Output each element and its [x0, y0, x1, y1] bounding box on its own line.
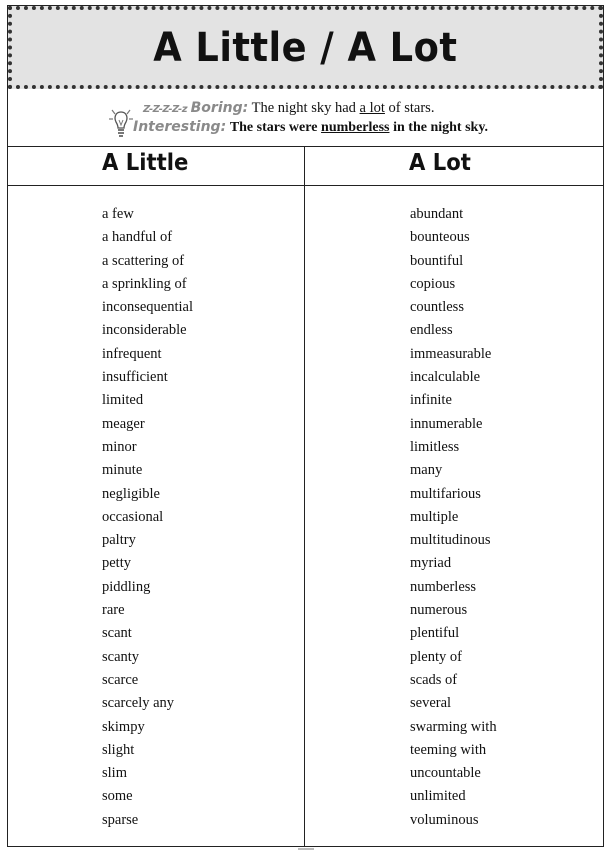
boring-label: Boring:: [190, 100, 249, 116]
word-list-item: numerous: [410, 602, 468, 619]
word-list-item: minor: [102, 438, 137, 455]
word-list-item: several: [410, 695, 452, 712]
word-list-item: negligible: [102, 485, 160, 502]
boring-sentence-end: of stars.: [388, 100, 435, 116]
word-list-item: bounteous: [410, 229, 470, 246]
word-list-item: multifarious: [410, 485, 481, 502]
word-list-item: scads of: [410, 671, 458, 688]
word-list-item: rare: [102, 602, 125, 619]
word-list-item: inconsiderable: [102, 322, 187, 339]
boring-sentence-start: The night sky had: [251, 100, 356, 116]
word-list-item: copious: [410, 275, 456, 292]
word-list-item: swarming with: [410, 718, 497, 735]
word-list-item: incalculable: [410, 369, 481, 386]
page-number-mark: [298, 848, 314, 850]
word-list-item: plentiful: [410, 625, 460, 642]
word-list-item: scarce: [102, 671, 139, 688]
interesting-sentence-end: in the night sky.: [393, 120, 489, 135]
column-heading-a-little: A Little: [102, 150, 189, 176]
word-list-item: countless: [410, 299, 464, 316]
word-list-item: slim: [102, 765, 127, 782]
column-heading-a-lot: A Lot: [409, 150, 471, 176]
word-list-item: slight: [102, 741, 135, 758]
interesting-highlight: numberless: [321, 120, 390, 135]
word-list-item: inconsequential: [102, 299, 194, 316]
boring-highlight: a lot: [359, 100, 385, 116]
word-list-item: minute: [102, 462, 143, 479]
word-list-item: a handful of: [102, 229, 173, 246]
example-box: [8, 89, 603, 147]
word-list-item: scanty: [102, 648, 140, 665]
word-list-item: piddling: [102, 578, 151, 595]
word-list-item: infrequent: [102, 345, 162, 362]
word-list-item: numberless: [410, 578, 477, 595]
interesting-sentence-start: The stars were: [229, 120, 318, 135]
word-list-item: sparse: [102, 811, 139, 828]
word-list-item: limited: [102, 392, 144, 409]
word-list-item: meager: [102, 415, 145, 432]
word-list-item: uncountable: [410, 765, 481, 782]
word-list-item: multitudinous: [410, 532, 491, 549]
word-list-item: endless: [410, 322, 453, 339]
word-list-item: occasional: [102, 508, 164, 525]
word-list-item: a few: [102, 206, 134, 222]
word-list-item: teeming with: [410, 741, 487, 758]
lightbulb-icon: [108, 106, 134, 140]
word-list-item: innumerable: [410, 415, 483, 432]
word-list-item: limitless: [410, 438, 460, 455]
word-list-item: insufficient: [102, 369, 168, 386]
word-list-item: abundant: [410, 206, 464, 222]
word-list-item: scarcely any: [102, 695, 175, 712]
word-list-item: multiple: [410, 508, 459, 525]
word-list-item: plenty of: [410, 648, 462, 665]
interesting-label: Interesting:: [133, 119, 227, 135]
word-list-item: a sprinkling of: [102, 275, 187, 292]
title-band: [8, 6, 603, 89]
word-list-item: paltry: [102, 532, 136, 549]
a-little-word-list: [102, 204, 193, 833]
page-title: A Little / A Lot: [153, 24, 458, 71]
a-lot-word-list: [410, 204, 497, 833]
word-list-item: scant: [102, 625, 132, 642]
word-list-item: infinite: [410, 392, 452, 409]
word-list-item: immeasurable: [410, 345, 492, 362]
word-list-item: voluminous: [410, 811, 479, 828]
word-list-item: many: [410, 462, 443, 479]
word-list-item: a scattering of: [102, 252, 185, 269]
column-header-row: [7, 146, 604, 186]
boring-example: [143, 100, 434, 117]
word-list-item: bountiful: [410, 252, 464, 269]
snore-text: Z-Z-Z-Z-z: [143, 104, 188, 115]
word-list-item: unlimited: [410, 788, 466, 805]
interesting-example: [133, 119, 488, 136]
word-list-item: petty: [102, 555, 131, 572]
column-divider: [304, 146, 305, 847]
word-list-item: myriad: [410, 555, 452, 572]
word-list-item: skimpy: [102, 718, 145, 735]
word-list-item: some: [102, 788, 133, 805]
